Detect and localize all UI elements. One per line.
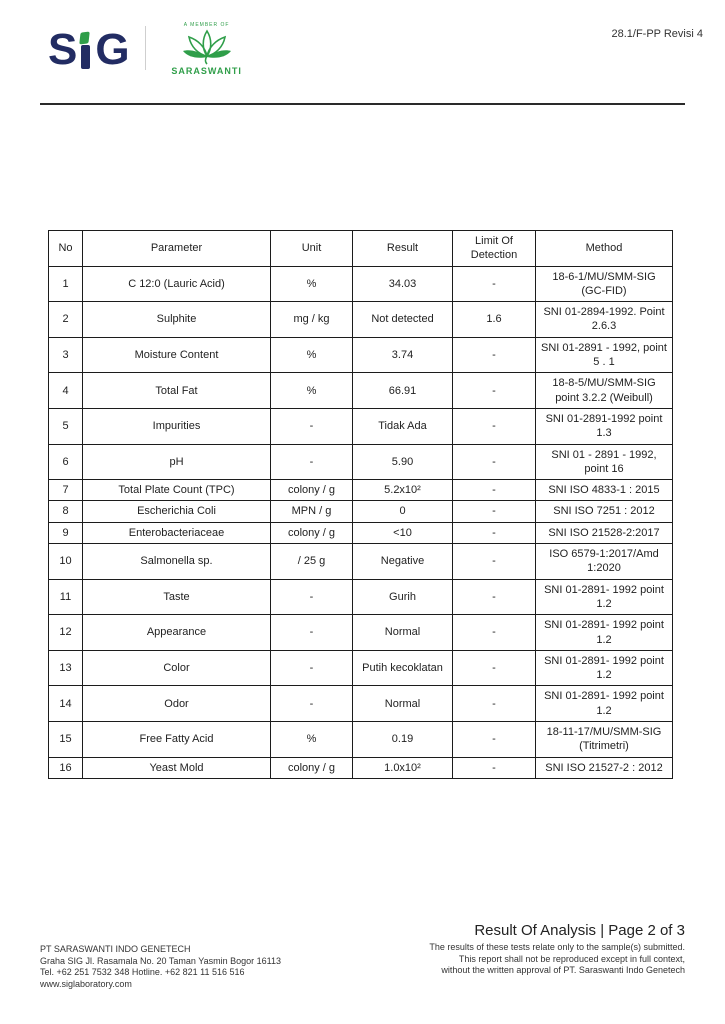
table-row: [49, 302, 673, 338]
cell-lod: -: [453, 615, 536, 651]
sig-green-accent-icon: [80, 31, 91, 44]
cell-method: SNI 01-2891- 1992 point 1.2: [536, 650, 673, 686]
cell-parameter: Total Plate Count (TPC): [83, 480, 271, 501]
cell-parameter: Sulphite: [83, 302, 271, 338]
company-website: www.siglaboratory.com: [40, 978, 132, 989]
sig-logo: [48, 22, 129, 74]
cell-result: 5.90: [353, 444, 453, 480]
cell-result: 5.2x10²: [353, 480, 453, 501]
table-row: [49, 579, 673, 615]
cell-parameter: Total Fat: [83, 373, 271, 409]
cell-parameter: Appearance: [83, 615, 271, 651]
cell-no: 11: [49, 579, 83, 615]
cell-result: 66.91: [353, 373, 453, 409]
sig-logo-letter-g: G: [95, 25, 129, 74]
cell-no: 4: [49, 373, 83, 409]
cell-no: 6: [49, 444, 83, 480]
cell-method: SNI 01-2891-1992 point 1.3: [536, 408, 673, 444]
cell-method: SNI ISO 4833-1 : 2015: [536, 480, 673, 501]
cell-result: Gurih: [353, 579, 453, 615]
cell-parameter: Escherichia Coli: [83, 501, 271, 522]
table-row: [49, 522, 673, 543]
company-name: PT SARASWANTI INDO GENETECH: [40, 944, 191, 954]
disclaimer-line-3: without the written approval of PT. Saraswanti Indo Genetech: [441, 965, 685, 975]
cell-unit: -: [271, 579, 353, 615]
table-row: [49, 408, 673, 444]
cell-no: 7: [49, 480, 83, 501]
disclaimer-line-1: The results of these tests relate only to the sample(s) submitted.: [429, 942, 685, 952]
table-row: [49, 373, 673, 409]
cell-parameter: Free Fatty Acid: [83, 722, 271, 758]
cell-unit: %: [271, 266, 353, 302]
cell-parameter: Taste: [83, 579, 271, 615]
table-row: [49, 337, 673, 373]
cell-method: 18-8-5/MU/SMM-SIG point 3.2.2 (Weibull): [536, 373, 673, 409]
cell-no: 15: [49, 722, 83, 758]
cell-lod: -: [453, 444, 536, 480]
company-address: Graha SIG Jl. Rasamala No. 20 Taman Yasmin Bogor 16113: [40, 955, 281, 966]
cell-unit: MPN / g: [271, 501, 353, 522]
cell-parameter: Moisture Content: [83, 337, 271, 373]
table-header-row: [49, 231, 673, 267]
table-row: [49, 722, 673, 758]
cell-lod: -: [453, 501, 536, 522]
company-phone: Tel. +62 251 7532 348 Hotline. +62 821 11 516 516: [40, 967, 245, 977]
cell-lod: -: [453, 686, 536, 722]
cell-no: 12: [49, 615, 83, 651]
cell-no: 2: [49, 302, 83, 338]
cell-unit: -: [271, 686, 353, 722]
table-row: [49, 757, 673, 778]
cell-unit: %: [271, 337, 353, 373]
header-no: No: [49, 231, 83, 267]
cell-method: SNI 01-2894-1992. Point 2.6.3: [536, 302, 673, 338]
cell-unit: / 25 g: [271, 544, 353, 580]
table-row: [49, 544, 673, 580]
cell-parameter: Yeast Mold: [83, 757, 271, 778]
table-row: [49, 615, 673, 651]
member-of-label: A MEMBER OF: [183, 22, 230, 28]
logo-row: [48, 22, 685, 76]
cell-lod: -: [453, 373, 536, 409]
cell-unit: -: [271, 408, 353, 444]
cell-no: 3: [49, 337, 83, 373]
cell-unit: -: [271, 615, 353, 651]
result-title: Result Of Analysis | Page 2 of 3: [474, 922, 685, 939]
cell-no: 14: [49, 686, 83, 722]
cell-unit: %: [271, 373, 353, 409]
cell-parameter: Impurities: [83, 408, 271, 444]
sig-logo-letter-s: S: [48, 25, 77, 74]
cell-unit: colony / g: [271, 480, 353, 501]
cell-lod: -: [453, 266, 536, 302]
cell-lod: -: [453, 757, 536, 778]
result-summary-block: [429, 922, 685, 977]
saraswanti-label: SARASWANTI: [171, 66, 242, 76]
cell-parameter: Color: [83, 650, 271, 686]
saraswanti-logo: [164, 22, 250, 76]
header-unit: Unit: [271, 231, 353, 267]
cell-unit: -: [271, 650, 353, 686]
cell-no: 5: [49, 408, 83, 444]
cell-lod: -: [453, 650, 536, 686]
cell-no: 9: [49, 522, 83, 543]
table-row: [49, 266, 673, 302]
cell-unit: colony / g: [271, 757, 353, 778]
table-row: [49, 501, 673, 522]
table-row: [49, 650, 673, 686]
page-header: [48, 22, 685, 92]
cell-method: 18-6-1/MU/SMM-SIG (GC-FID): [536, 266, 673, 302]
cell-method: SNI ISO 7251 : 2012: [536, 501, 673, 522]
cell-lod: -: [453, 480, 536, 501]
cell-unit: colony / g: [271, 522, 353, 543]
cell-method: SNI 01-2891 - 1992, point 5 . 1: [536, 337, 673, 373]
sig-logo-letter-i: [79, 30, 92, 70]
results-table: [48, 230, 673, 779]
table-row: [49, 686, 673, 722]
logo-divider: [145, 26, 146, 70]
header-parameter: Parameter: [83, 231, 271, 267]
header-divider-line: [40, 103, 685, 105]
cell-lod: -: [453, 579, 536, 615]
header-result: Result: [353, 231, 453, 267]
cell-result: Not detected: [353, 302, 453, 338]
cell-unit: %: [271, 722, 353, 758]
cell-no: 16: [49, 757, 83, 778]
cell-result: Normal: [353, 615, 453, 651]
cell-no: 8: [49, 501, 83, 522]
disclaimer-line-2: This report shall not be reproduced except in full context,: [458, 953, 685, 964]
cell-result: 3.74: [353, 337, 453, 373]
cell-method: 18-11-17/MU/SMM-SIG (Titrimetri): [536, 722, 673, 758]
cell-no: 1: [49, 266, 83, 302]
lotus-leaves-icon: [181, 29, 233, 65]
cell-result: 0: [353, 501, 453, 522]
cell-parameter: Odor: [83, 686, 271, 722]
cell-no: 10: [49, 544, 83, 580]
document-number: 28.1/F-PP Revisi 4: [611, 28, 703, 40]
cell-method: SNI 01-2891- 1992 point 1.2: [536, 615, 673, 651]
cell-parameter: Salmonella sp.: [83, 544, 271, 580]
header-limit-of-detection: Limit Of Detection: [453, 231, 536, 267]
cell-lod: -: [453, 544, 536, 580]
table-row: [49, 444, 673, 480]
cell-result: 34.03: [353, 266, 453, 302]
cell-result: <10: [353, 522, 453, 543]
company-info-block: [40, 944, 281, 990]
cell-method: SNI ISO 21528-2:2017: [536, 522, 673, 543]
header-method: Method: [536, 231, 673, 267]
cell-unit: -: [271, 444, 353, 480]
cell-parameter: pH: [83, 444, 271, 480]
cell-result: Normal: [353, 686, 453, 722]
cell-method: ISO 6579-1:2017/Amd 1:2020: [536, 544, 673, 580]
cell-method: SNI 01-2891- 1992 point 1.2: [536, 579, 673, 615]
sig-i-stem: [81, 45, 90, 69]
cell-result: Negative: [353, 544, 453, 580]
cell-no: 13: [49, 650, 83, 686]
cell-lod: -: [453, 722, 536, 758]
cell-lod: -: [453, 408, 536, 444]
cell-lod: -: [453, 522, 536, 543]
table-row: [49, 480, 673, 501]
cell-parameter: C 12:0 (Lauric Acid): [83, 266, 271, 302]
cell-result: Tidak Ada: [353, 408, 453, 444]
cell-result: 0.19: [353, 722, 453, 758]
cell-method: SNI 01 - 2891 - 1992, point 16: [536, 444, 673, 480]
cell-unit: mg / kg: [271, 302, 353, 338]
cell-result: 1.0x10²: [353, 757, 453, 778]
cell-lod: -: [453, 337, 536, 373]
cell-method: SNI ISO 21527-2 : 2012: [536, 757, 673, 778]
cell-lod: 1.6: [453, 302, 536, 338]
cell-method: SNI 01-2891- 1992 point 1.2: [536, 686, 673, 722]
cell-parameter: Enterobacteriaceae: [83, 522, 271, 543]
cell-result: Putih kecoklatan: [353, 650, 453, 686]
